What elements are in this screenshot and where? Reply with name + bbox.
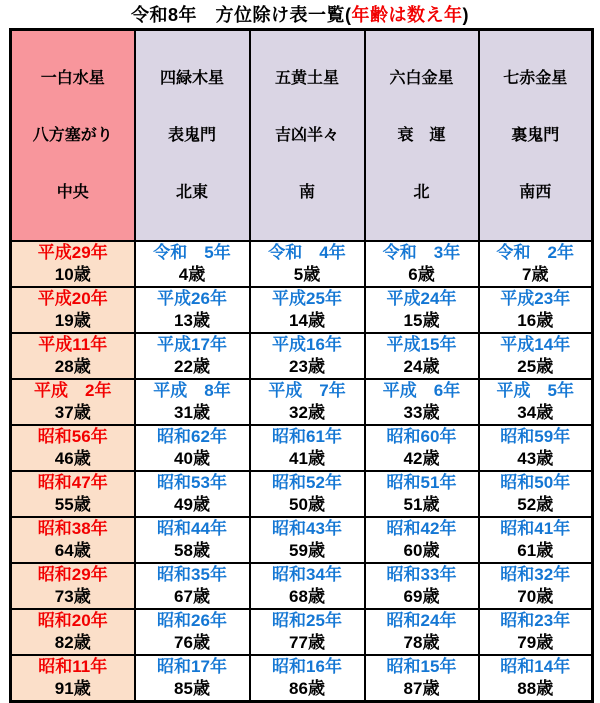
year-age-cell-center: [11, 379, 135, 425]
year-age-cell: [250, 425, 365, 471]
fortune-label: 吉凶半々: [274, 127, 339, 144]
year-label: 平成25年: [272, 289, 342, 308]
direction-label: 南: [298, 184, 315, 201]
year-label: 昭和43年: [272, 519, 342, 538]
year-label: 平成23年: [500, 289, 571, 308]
year-age-cell: [479, 609, 593, 655]
year-age-cell: [135, 333, 250, 379]
title-close-paren: ): [462, 5, 469, 25]
year-label: 昭和62年: [157, 427, 227, 446]
header-row: [11, 30, 593, 242]
year-age-cell: [135, 517, 250, 563]
age-label: 46歳: [54, 449, 91, 468]
direction-label: 北: [413, 184, 430, 201]
age-label: 52歳: [517, 495, 554, 514]
year-label: 平成26年: [157, 289, 227, 308]
age-label: 85歳: [174, 679, 210, 698]
fortune-label: 表鬼門: [167, 127, 216, 144]
age-label: 16歳: [517, 311, 554, 330]
year-age-cell: [479, 241, 593, 287]
fortune-label: 裏鬼門: [511, 127, 560, 144]
year-label: 昭和42年: [386, 519, 457, 538]
age-label: 43歳: [517, 449, 554, 468]
year-label: 昭和33年: [386, 565, 457, 584]
age-label: 13歳: [174, 311, 210, 330]
year-age-cell: [250, 471, 365, 517]
year-label: 昭和20年: [37, 611, 108, 630]
age-label: 67歳: [174, 587, 210, 606]
age-label: 50歳: [289, 495, 325, 514]
year-age-cell-center: [11, 241, 135, 287]
year-label: 平成20年: [37, 289, 108, 308]
year-label: 平成 5年: [496, 381, 574, 400]
year-age-cell: [135, 609, 250, 655]
star-name: 一白水星: [40, 70, 105, 87]
year-age-cell: [365, 379, 479, 425]
star-name: 五黄土星: [274, 70, 339, 87]
year-age-cell: [250, 517, 365, 563]
year-label: 昭和51年: [386, 473, 457, 492]
year-age-cell-center: [11, 333, 135, 379]
year-age-cell: [365, 609, 479, 655]
year-label: 令和 2年: [496, 243, 574, 262]
year-age-cell: [365, 655, 479, 702]
age-label: 34歳: [517, 403, 554, 422]
year-label: 昭和41年: [500, 519, 571, 538]
direction-label: 中央: [56, 184, 89, 201]
fortune-label: 衰 運: [397, 127, 446, 144]
age-label: 25歳: [517, 357, 554, 376]
table-row: [11, 425, 593, 471]
year-label: 昭和17年: [157, 657, 227, 676]
age-label: 19歳: [54, 311, 91, 330]
age-label: 6歳: [408, 265, 435, 284]
table-row: [11, 379, 593, 425]
age-label: 87歳: [403, 679, 440, 698]
age-label: 59歳: [289, 541, 325, 560]
age-label: 42歳: [403, 449, 440, 468]
page-title: [0, 0, 600, 26]
year-age-cell: [135, 425, 250, 471]
age-label: 40歳: [174, 449, 210, 468]
age-label: 55歳: [54, 495, 91, 514]
age-label: 41歳: [289, 449, 325, 468]
year-label: 平成11年: [38, 335, 108, 354]
year-label: 平成 6年: [382, 381, 461, 400]
age-label: 79歳: [517, 633, 554, 652]
year-label: 平成14年: [500, 335, 571, 354]
year-age-cell: [250, 287, 365, 333]
table-row: [11, 241, 593, 287]
star-name: 七赤金星: [503, 70, 568, 87]
age-label: 88歳: [517, 679, 554, 698]
year-age-cell: [135, 287, 250, 333]
age-label: 82歳: [54, 633, 91, 652]
year-label: 平成15年: [386, 335, 457, 354]
year-age-cell-center: [11, 425, 135, 471]
year-age-cell: [365, 563, 479, 609]
age-label: 76歳: [174, 633, 210, 652]
year-label: 平成 2年: [34, 381, 112, 400]
year-age-cell: [250, 655, 365, 702]
table-row: [11, 609, 593, 655]
year-label: 昭和16年: [272, 657, 342, 676]
year-age-cell: [135, 379, 250, 425]
age-label: 15歳: [403, 311, 440, 330]
year-label: 平成 7年: [268, 381, 346, 400]
title-text: 令和8年 方位除け表一覧(: [130, 5, 352, 25]
year-label: 平成29年: [37, 243, 108, 262]
year-age-cell: [250, 333, 365, 379]
age-label: 58歳: [174, 541, 210, 560]
age-label: 77歳: [289, 633, 325, 652]
table-row: [11, 333, 593, 379]
year-age-cell-center: [11, 517, 135, 563]
year-label: 平成16年: [272, 335, 342, 354]
age-label: 32歳: [289, 403, 325, 422]
age-label: 4歳: [178, 265, 206, 284]
year-age-cell: [479, 563, 593, 609]
age-label: 31歳: [174, 403, 210, 422]
year-age-cell: [365, 425, 479, 471]
year-age-cell: [135, 471, 250, 517]
column-header-goou-dosei: [250, 30, 365, 242]
title-note-red: 年齢は数え年: [351, 5, 463, 25]
age-label: 51歳: [403, 495, 440, 514]
year-age-cell: [135, 241, 250, 287]
age-label: 78歳: [403, 633, 440, 652]
year-age-cell-center: [11, 287, 135, 333]
direction-label: 南西: [519, 184, 552, 201]
year-label: 昭和53年: [157, 473, 227, 492]
year-age-cell: [135, 563, 250, 609]
year-age-cell: [365, 287, 479, 333]
year-label: 昭和61年: [272, 427, 342, 446]
year-label: 昭和24年: [386, 611, 457, 630]
year-label: 平成24年: [386, 289, 457, 308]
age-label: 49歳: [174, 495, 210, 514]
column-header-roppaku-kinsei: [365, 30, 479, 242]
year-label: 昭和25年: [272, 611, 342, 630]
age-label: 28歳: [54, 357, 91, 376]
year-age-cell: [479, 517, 593, 563]
column-header-shiryoku-mokusei: [135, 30, 250, 242]
year-label: 昭和15年: [386, 657, 457, 676]
year-age-cell: [479, 471, 593, 517]
year-label: 平成 8年: [153, 381, 231, 400]
age-label: 61歳: [517, 541, 554, 560]
age-label: 33歳: [403, 403, 440, 422]
age-label: 70歳: [517, 587, 554, 606]
year-label: 平成17年: [157, 335, 227, 354]
table-row: [11, 287, 593, 333]
year-age-cell-center: [11, 655, 135, 702]
star-name: 四緑木星: [159, 70, 224, 87]
age-label: 14歳: [289, 311, 325, 330]
year-label: 昭和60年: [386, 427, 457, 446]
table-row: [11, 655, 593, 702]
year-age-cell: [479, 379, 593, 425]
year-label: 昭和50年: [500, 473, 571, 492]
star-name: 六白金星: [389, 70, 454, 87]
year-label: 令和 3年: [382, 243, 461, 262]
year-label: 昭和38年: [37, 519, 108, 538]
year-age-cell: [479, 287, 593, 333]
year-age-cell-center: [11, 471, 135, 517]
year-age-cell: [250, 379, 365, 425]
year-label: 昭和29年: [37, 565, 108, 584]
year-label: 昭和59年: [500, 427, 571, 446]
fortune-label: 八方塞がり: [32, 127, 113, 144]
year-age-cell: [365, 333, 479, 379]
age-label: 7歳: [522, 265, 549, 284]
year-age-cell: [135, 655, 250, 702]
year-label: 昭和52年: [272, 473, 342, 492]
age-label: 37歳: [54, 403, 91, 422]
year-label: 昭和26年: [157, 611, 227, 630]
age-label: 64歳: [54, 541, 91, 560]
column-header-shichiseki-kinsei: [479, 30, 593, 242]
year-label: 令和 5年: [153, 243, 231, 262]
age-label: 68歳: [289, 587, 325, 606]
year-label: 昭和47年: [37, 473, 108, 492]
year-age-cell: [479, 333, 593, 379]
column-header-ippaku-suisei: [11, 30, 135, 242]
year-age-cell: [479, 425, 593, 471]
age-label: 91歳: [54, 679, 91, 698]
year-age-cell: [479, 655, 593, 702]
year-label: 昭和14年: [500, 657, 571, 676]
age-label: 86歳: [289, 679, 325, 698]
year-label: 昭和32年: [500, 565, 571, 584]
age-label: 69歳: [403, 587, 440, 606]
year-age-cell: [365, 517, 479, 563]
year-label: 令和 4年: [268, 243, 346, 262]
direction-label: 北東: [175, 184, 208, 201]
table-row: [11, 471, 593, 517]
year-age-cell: [250, 241, 365, 287]
age-label: 60歳: [403, 541, 440, 560]
age-label: 24歳: [403, 357, 440, 376]
year-label: 昭和56年: [37, 427, 108, 446]
year-age-cell-center: [11, 563, 135, 609]
year-label: 昭和44年: [157, 519, 227, 538]
year-age-cell: [250, 609, 365, 655]
table-row: [11, 563, 593, 609]
age-label: 73歳: [54, 587, 91, 606]
year-age-cell: [250, 563, 365, 609]
year-label: 昭和23年: [500, 611, 571, 630]
table-row: [11, 517, 593, 563]
year-age-cell: [365, 471, 479, 517]
age-label: 22歳: [174, 357, 210, 376]
year-label: 昭和35年: [157, 565, 227, 584]
year-age-cell: [365, 241, 479, 287]
year-label: 昭和11年: [38, 657, 108, 676]
age-label: 23歳: [289, 357, 325, 376]
year-label: 昭和34年: [272, 565, 342, 584]
year-age-cell-center: [11, 609, 135, 655]
age-label: 10歳: [54, 265, 91, 284]
houi-yoke-table: [9, 28, 594, 703]
age-label: 5歳: [293, 265, 321, 284]
